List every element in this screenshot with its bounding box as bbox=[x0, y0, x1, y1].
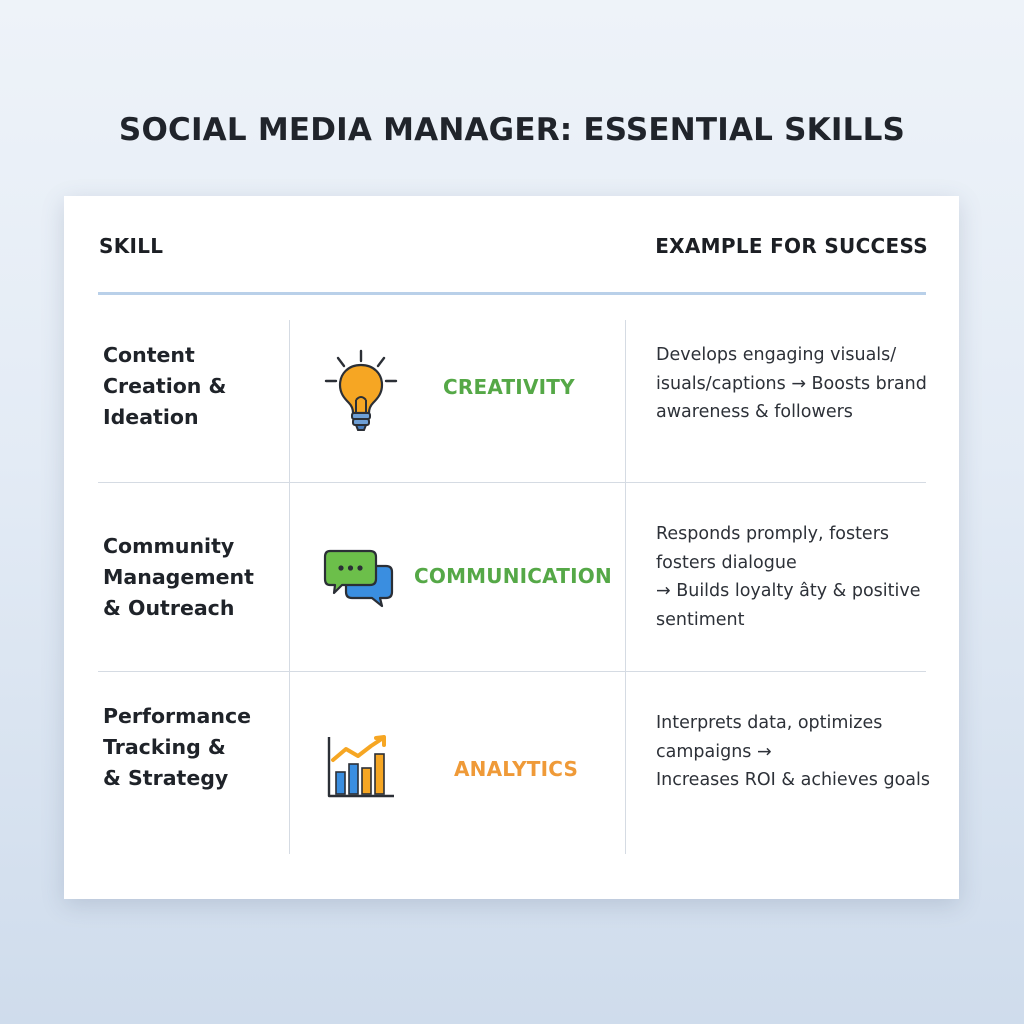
row-divider bbox=[98, 671, 926, 672]
column-header-example: EXAMPLE FOR SUCCESS bbox=[655, 234, 928, 258]
row-divider bbox=[98, 482, 926, 483]
page-title: SOCIAL MEDIA MANAGER: ESSENTIAL SKILLS bbox=[118, 112, 906, 148]
skill-name: Community Management & Outreach bbox=[103, 534, 254, 620]
skill-name: Performance Tracking & & Strategy bbox=[103, 704, 251, 790]
skills-table bbox=[64, 196, 959, 899]
category-label: CREATIVITY bbox=[443, 375, 575, 399]
lightbulb-icon bbox=[322, 348, 400, 439]
column-divider bbox=[289, 320, 290, 854]
skill-name: Content Creation & Ideation bbox=[103, 343, 227, 429]
header-divider bbox=[98, 292, 926, 295]
bar-chart-icon bbox=[326, 734, 396, 805]
category-label: COMMUNICATION bbox=[414, 564, 612, 588]
category-label: ANALYTICS bbox=[454, 757, 579, 781]
example-text: Interprets data, optimizes campaigns → Increases ROI & achieves goals bbox=[656, 713, 930, 790]
column-header-skill: SKILL bbox=[99, 234, 164, 258]
column-divider bbox=[625, 320, 626, 854]
example-text: Develops engaging visuals/ isuals/captions → Boosts brand awareness & followers bbox=[656, 345, 927, 422]
example-text: Responds promply, fosters fosters dialogue → Builds loyalty âty & positive sentiment bbox=[656, 524, 921, 630]
chat-bubbles-icon bbox=[322, 546, 396, 615]
